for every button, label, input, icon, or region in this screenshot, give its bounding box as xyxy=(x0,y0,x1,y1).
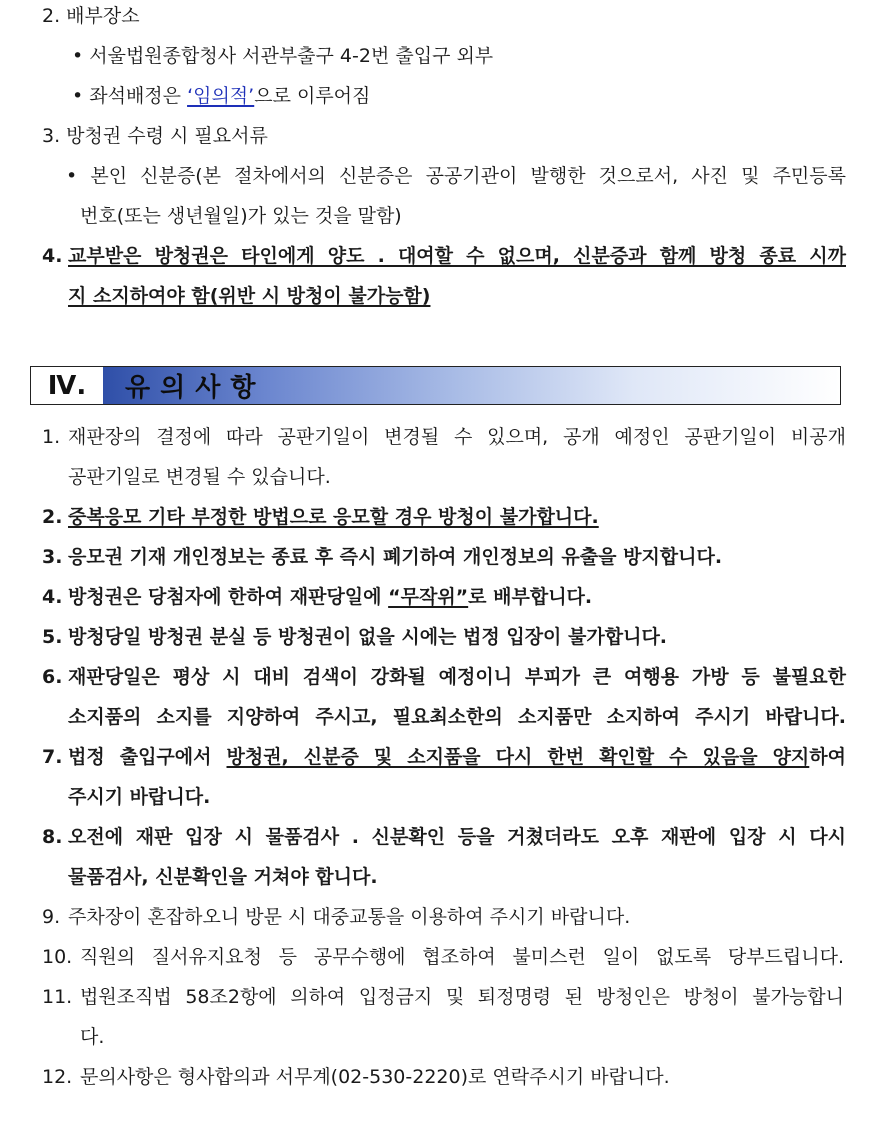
note-7-suffix: 하여 xyxy=(809,746,846,768)
bullet-id-card-line-2: 번호(또는 생년월일)가 있는 것을 말함) xyxy=(80,205,402,227)
note-6-line-1: 재판당일은 평상 시 대비 검색이 강화될 예정이니 부피가 큰 여행용 가방 등 불필요한 xyxy=(68,666,846,688)
note-12-number: 12. xyxy=(42,1066,73,1088)
section-header-notes xyxy=(30,366,841,405)
item-3-required-documents: 3. 방청권 수령 시 필요서류 xyxy=(42,125,268,147)
note-1-number: 1. xyxy=(42,426,61,448)
note-8-number: 8. xyxy=(42,826,63,848)
note-4-suffix: 로 배부합니다. xyxy=(468,586,593,608)
note-7-line-2: 주시기 바랍니다. xyxy=(68,786,211,808)
note-1-line-1: 재판장의 결정에 따라 공판기일이 변경될 수 있으며, 공개 예정인 공판기일이 비공개 xyxy=(68,426,846,448)
note-11-number: 11. xyxy=(42,986,73,1008)
note-7-underlined: 방청권, 신분증 및 소지품을 다시 한번 확인할 수 있음을 양지 xyxy=(226,746,810,768)
bullet-seat-assignment xyxy=(72,84,370,108)
note-2-number: 2. xyxy=(42,506,63,528)
bullet-id-card-line-1: • 본인 신분증(본 절차에서의 신분증은 공공기관이 발행한 것으로서, 사진 및 주민등록 xyxy=(66,165,846,187)
item-4-ticket-transfer-line-2: 지 소지하여야 함(위반 시 방청이 불가능함) xyxy=(68,285,431,307)
item-2-distribution-place: 2. 배부장소 xyxy=(42,5,140,27)
note-12-text: 문의사항은 형사합의과 서무계(02-530-2220)로 연락주시기 바랍니다. xyxy=(80,1066,670,1088)
note-3-text: 응모권 기재 개인정보는 종료 후 즉시 폐기하여 개인정보의 유출을 방지합니다. xyxy=(68,546,723,568)
seat-assignment-prefix: • 좌석배정은 xyxy=(72,85,188,107)
note-10-text: 직원의 질서유지요청 등 공무수행에 협조하여 불미스런 일이 없도록 당부드립니다. xyxy=(80,946,844,968)
note-10-number: 10. xyxy=(42,946,73,968)
note-9-text: 주차장이 혼잡하오니 방문 시 대중교통을 이용하여 주시기 바랍니다. xyxy=(68,906,631,928)
note-9-number: 9. xyxy=(42,906,61,928)
section-roman-numeral: Ⅳ. xyxy=(31,367,103,404)
note-5-text: 방청당일 방청권 분실 등 방청권이 없을 시에는 법정 입장이 불가합니다. xyxy=(68,626,668,648)
seat-assignment-emphasis: ‘임의적’ xyxy=(187,85,255,107)
note-11-line-2: 다. xyxy=(80,1026,105,1048)
note-2-text: 중복응모 기타 부정한 방법으로 응모할 경우 방청이 불가합니다. xyxy=(68,506,599,528)
note-4-prefix: 방청권은 당첨자에 한하여 재판당일에 xyxy=(68,586,389,608)
item-4-number: 4. xyxy=(42,245,63,267)
note-4-random-emphasis: “무작위” xyxy=(388,586,469,608)
note-7-line-1 xyxy=(68,745,846,769)
note-7-prefix: 법정 출입구에서 xyxy=(68,746,227,768)
note-11-line-1: 법원조직법 58조2항에 의하여 입정금지 및 퇴정명령 된 방청인은 방청이 불가능합니 xyxy=(80,986,844,1008)
section-title: 유의사항 xyxy=(103,367,840,404)
note-3-number: 3. xyxy=(42,546,63,568)
note-7-number: 7. xyxy=(42,746,63,768)
note-1-line-2: 공판기일로 변경될 수 있습니다. xyxy=(68,466,331,488)
bullet-distribution-location: • 서울법원종합청사 서관부출구 4-2번 출입구 외부 xyxy=(72,45,494,67)
note-8-line-2: 물품검사, 신분확인을 거쳐야 합니다. xyxy=(68,866,378,888)
note-6-line-2: 소지품의 소지를 지양하여 주시고, 필요최소한의 소지품만 소지하여 주시기 바랍니다. xyxy=(68,706,846,728)
note-4-text xyxy=(68,585,592,609)
seat-assignment-suffix: 으로 이루어짐 xyxy=(254,85,371,107)
note-5-number: 5. xyxy=(42,626,63,648)
note-4-number: 4. xyxy=(42,586,63,608)
item-4-ticket-transfer-line-1: 교부받은 방청권은 타인에게 양도 . 대여할 수 없으며, 신분증과 함께 방청 종료 시까 xyxy=(68,245,846,267)
note-8-line-1: 오전에 재판 입장 시 물품검사 . 신분확인 등을 거쳤더라도 오후 재판에 입장 시 다시 xyxy=(68,826,846,848)
note-6-number: 6. xyxy=(42,666,63,688)
